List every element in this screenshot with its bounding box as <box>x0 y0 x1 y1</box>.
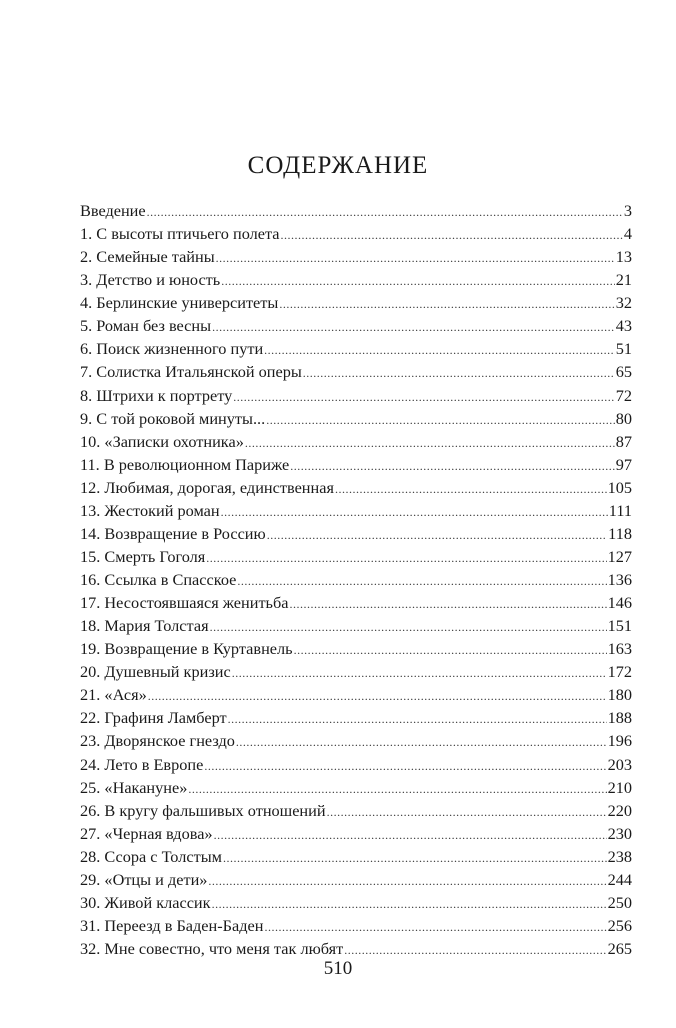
toc-entry-title: 17. Несостоявшаяся женитьба <box>80 593 289 613</box>
dot-leader <box>264 921 606 933</box>
toc-entry <box>80 660 632 683</box>
dot-leader <box>279 298 614 310</box>
dot-leader <box>267 529 607 541</box>
toc-entry-page: 220 <box>607 800 632 820</box>
toc-entry-title: 7. Солистка Итальянской оперы <box>80 362 302 382</box>
toc-entry-page: 136 <box>607 570 632 589</box>
toc-entry-title: 26. В кругу фальшивых отношений <box>80 800 326 820</box>
toc-entry <box>80 937 632 960</box>
dot-leader <box>204 760 606 772</box>
dot-leader <box>188 783 606 795</box>
toc-entry-page: 180 <box>607 685 632 705</box>
toc-entry <box>80 384 632 407</box>
toc-entry-page: 210 <box>607 777 632 797</box>
toc-entry <box>80 822 632 845</box>
dot-leader <box>290 598 607 610</box>
dot-leader <box>233 391 614 403</box>
toc-entry-title: 10. «Записки охотника» <box>80 431 244 451</box>
toc-entry-page: 163 <box>607 639 632 659</box>
toc-entry-page: 196 <box>607 731 632 751</box>
dot-leader <box>221 506 608 518</box>
toc-entry-page: 87 <box>615 431 632 451</box>
toc-entry <box>80 683 632 706</box>
toc-entry <box>80 499 632 522</box>
toc-entry <box>80 522 632 545</box>
dot-leader <box>221 275 614 287</box>
toc-entry-title: 25. «Накануне» <box>80 777 188 797</box>
toc-entry <box>80 430 632 453</box>
toc-entry-page: 43 <box>615 316 632 336</box>
toc-entry <box>80 245 632 268</box>
dot-leader <box>237 575 606 587</box>
toc-entry-page: 13 <box>615 247 632 267</box>
toc-entry-title: 12. Любимая, дорогая, единственная <box>80 477 334 497</box>
dot-leader <box>236 736 607 748</box>
toc-entry-page: 230 <box>607 823 632 843</box>
dot-leader <box>210 621 607 633</box>
toc-entry <box>80 453 632 476</box>
toc-entry-page: 250 <box>607 892 632 912</box>
toc-entry <box>80 753 632 776</box>
toc-entry <box>80 337 632 360</box>
toc-entry-title: 3. Детство и юность <box>80 270 221 290</box>
dot-leader <box>327 806 607 818</box>
toc-entry-page: 4 <box>623 224 632 244</box>
dot-leader <box>228 713 607 725</box>
toc-entry <box>80 868 632 891</box>
toc-entry <box>80 845 632 868</box>
toc-entry-page: 151 <box>607 616 632 636</box>
toc-entry-title: 9. С той роковой минуты... <box>80 408 266 428</box>
toc-entry-title: 14. Возвращение в Россию <box>80 523 266 543</box>
dot-leader <box>303 367 615 379</box>
toc-entry-title: 15. Смерть Гоголя <box>80 546 206 566</box>
toc-entry-title: 6. Поиск жизненного пути <box>80 339 264 359</box>
toc-title: СОДЕРЖАНИЕ <box>247 152 429 179</box>
dot-leader <box>281 229 623 241</box>
toc-entry <box>80 914 632 937</box>
toc-entry-page: 265 <box>607 939 632 958</box>
toc-entry-title: 29. «Отцы и дети» <box>80 869 208 889</box>
toc-entry-title: 18. Мария Толстая <box>80 616 209 636</box>
toc-entry-page: 21 <box>615 270 632 290</box>
toc-entry-title: 1. С высоты птичьего полета <box>80 224 280 244</box>
dot-leader <box>294 644 607 656</box>
toc-entry-page: 188 <box>607 708 632 728</box>
toc-entry <box>80 314 632 337</box>
dot-leader <box>216 252 615 264</box>
toc-entry <box>80 360 632 383</box>
toc-entry <box>80 407 632 430</box>
toc-entry-page: 32 <box>615 293 632 313</box>
dot-leader <box>245 437 615 449</box>
toc-entry-page: 65 <box>615 362 632 382</box>
toc-entry-title: 31. Переезд в Баден-Баден <box>80 915 264 935</box>
dot-leader <box>266 414 615 426</box>
toc-entry-title: 30. Живой классик <box>80 892 211 912</box>
toc-entry-page: 172 <box>607 662 632 682</box>
toc-entry <box>80 776 632 799</box>
dot-leader <box>148 690 607 702</box>
toc-entry-page: 244 <box>607 869 632 889</box>
page-number: 510 <box>323 958 353 979</box>
toc-entry-page: 203 <box>607 754 632 774</box>
toc-entry <box>80 591 632 614</box>
toc-list <box>80 199 632 960</box>
toc-entry-page: 72 <box>615 385 632 405</box>
dot-leader <box>344 944 606 956</box>
dot-leader <box>264 344 615 356</box>
toc-entry-page: 105 <box>607 477 632 497</box>
toc-entry <box>80 614 632 637</box>
toc-entry-page: 3 <box>623 201 632 220</box>
dot-leader <box>208 875 606 887</box>
dot-leader <box>147 206 623 218</box>
toc-entry <box>80 199 632 222</box>
toc-entry-page: 97 <box>615 454 632 474</box>
toc-entry-title: 32. Мне совестно, что меня так любят <box>80 939 344 958</box>
toc-entry <box>80 476 632 499</box>
dot-leader <box>212 898 607 910</box>
toc-entry-page: 80 <box>615 408 632 428</box>
dot-leader <box>206 552 606 564</box>
toc-entry <box>80 291 632 314</box>
toc-entry-title: 19. Возвращение в Куртавнель <box>80 639 293 659</box>
toc-entry-title: 24. Лето в Европе <box>80 754 204 774</box>
toc-entry-title: 20. Душевный кризис <box>80 662 231 682</box>
toc-entry-page: 51 <box>615 339 632 359</box>
toc-entry-title: 13. Жестокий роман <box>80 500 220 520</box>
toc-entry-page: 146 <box>607 593 632 613</box>
toc-entry-title: 23. Дворянское гнездо <box>80 731 235 751</box>
dot-leader <box>232 667 607 679</box>
dot-leader <box>214 829 607 841</box>
toc-entry <box>80 268 632 291</box>
toc-entry-title: 16. Ссылка в Спасское <box>80 570 237 589</box>
toc-entry-page: 238 <box>607 846 632 866</box>
dot-leader <box>212 321 615 333</box>
toc-entry <box>80 729 632 752</box>
toc-entry-title: 11. В революционном Париже <box>80 454 290 474</box>
toc-entry-title: 27. «Черная вдова» <box>80 823 213 843</box>
toc-entry-title: 4. Берлинские университеты <box>80 293 279 313</box>
toc-entry <box>80 891 632 914</box>
toc-entry <box>80 637 632 660</box>
dot-leader <box>223 852 607 864</box>
toc-entry-page: 127 <box>607 546 632 566</box>
toc-entry <box>80 799 632 822</box>
toc-entry-title: 21. «Ася» <box>80 685 147 705</box>
toc-entry <box>80 568 632 591</box>
toc-entry <box>80 222 632 245</box>
toc-entry-page: 118 <box>608 523 632 543</box>
toc-entry-title: 28. Ссора с Толстым <box>80 846 222 866</box>
toc-entry-page: 111 <box>608 500 632 520</box>
dot-leader <box>290 460 615 472</box>
toc-entry <box>80 545 632 568</box>
toc-entry-title: 22. Графиня Ламберт <box>80 708 227 728</box>
toc-entry <box>80 706 632 729</box>
toc-entry-title: Введение <box>80 201 146 220</box>
toc-entry-title: 2. Семейные тайны <box>80 247 215 267</box>
toc-entry-title: 8. Штрихи к портрету <box>80 385 233 405</box>
toc-entry-page: 256 <box>607 915 632 935</box>
toc-entry-title: 5. Роман без весны <box>80 316 212 336</box>
dot-leader <box>335 483 607 495</box>
